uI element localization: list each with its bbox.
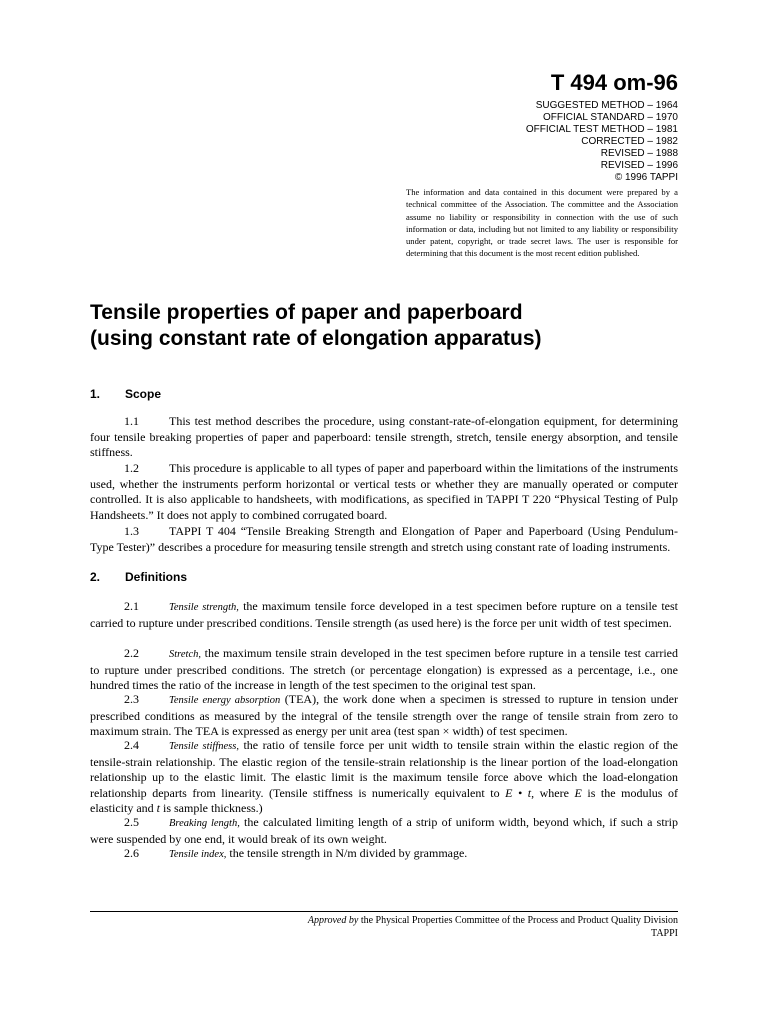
paragraph-2-2 xyxy=(90,646,678,694)
paragraph-number: 1.3 xyxy=(124,524,139,538)
paragraph-text: TAPPI T 404 “Tensile Breaking Strength and Elongation of Paper and Paperboard (Using Pendulum-Type Tester)” describes a procedure for measuring tensile strength and stretch using constant rate of loading instruments. xyxy=(90,524,678,554)
paragraph-text: the ratio of tensile force per unit width to tensile strain within the elastic region of the tensile-strain relationship. The elastic region of the tensile-strain relationship is the linear portion of the load-elongation relationship up to the elastic limit. The elastic limit is the maximum tensile force above which the load-elongation relationship departs from linearity. (Tensile stiffness is numerically equivalent to xyxy=(90,738,678,800)
section-number: 2. xyxy=(90,570,101,584)
defined-term: Tensile index, xyxy=(169,849,227,860)
footer-divider xyxy=(90,911,678,912)
paragraph-text: is the modulus of elasticity and xyxy=(90,785,678,816)
paragraph-number: 2.4 xyxy=(124,738,139,752)
paragraph-text: This test method describes the procedure, using constant-rate-of-elongation equipment, for determining four tensile breaking properties of paper and paperboard: tensile strength, stretch, tensile energy absorption, and tensile stiffness. xyxy=(90,414,678,460)
defined-term: Stretch, xyxy=(169,649,201,660)
disclaimer-text: The information and data contained in this document were prepared by a technical committee of the Association. The committee and the Association assume no liability or responsibility in connection with the use of such information or data, including but not limited to any liability or responsibility under patent, copyright, or trade secret laws. The user is responsible for determining that this document is the most recent edition published. xyxy=(406,187,678,259)
section-heading-scope xyxy=(90,387,161,401)
history-line: REVISED – 1996 xyxy=(600,160,678,171)
paragraph-number: 2.2 xyxy=(124,646,139,660)
paragraph-text: the tensile strength in N/m divided by grammage. xyxy=(226,846,468,860)
defined-term: Tensile energy absorption xyxy=(169,695,281,706)
formula-symbol: E xyxy=(574,785,582,800)
footer-approval-line xyxy=(308,914,678,927)
paragraph-number: 1.1 xyxy=(124,414,139,428)
paragraph-2-4 xyxy=(90,738,678,817)
footer-organization: TAPPI xyxy=(651,928,678,939)
paragraph-text: This procedure is applicable to all types of paper and paperboard within the limitations of the instruments used, whether the instruments perform horizontal or vertical tests or whether they are manually operated or computer controlled. It is also applicable to handsheets, with modifications, as specified in TAPPI T 220 “Physical Testing of Pulp Handsheets.” It does not apply to combined corrugated board. xyxy=(90,461,678,522)
title-line-2: (using constant rate of elongation apparatus) xyxy=(90,327,542,350)
paragraph-text: the maximum tensile strain developed in the test specimen before rupture in a tensile test carried to rupture under prescribed conditions. The stretch (or percentage elongation) is expressed as a percentage, i.e., one hundred times the ratio of the increase in length of the test specimen to the original test span. xyxy=(90,646,678,693)
history-line: SUGGESTED METHOD – 1964 xyxy=(535,100,678,111)
section-heading-definitions xyxy=(90,570,187,584)
paragraph-number: 2.3 xyxy=(124,692,139,706)
paragraph-1-2 xyxy=(90,461,678,523)
formula-symbol: E • t xyxy=(505,785,532,800)
history-line: OFFICIAL STANDARD – 1970 xyxy=(542,112,678,123)
footer-approval-text: the Physical Properties Committee of the Process and Product Quality Division xyxy=(358,915,678,926)
paragraph-1-3 xyxy=(90,524,678,555)
paragraph-2-3 xyxy=(90,692,678,740)
history-line: CORRECTED – 1982 xyxy=(581,136,678,147)
document-header xyxy=(526,70,678,184)
page-footer xyxy=(308,914,678,940)
paragraph-2-1 xyxy=(90,599,678,631)
title-line-1: Tensile properties of paper and paperboard xyxy=(90,301,523,324)
defined-term: Tensile strength, xyxy=(169,602,239,613)
section-number: 1. xyxy=(90,387,101,401)
defined-term: Breaking length, xyxy=(169,818,240,829)
paragraph-number: 1.2 xyxy=(124,461,139,475)
document-number: T 494 om-96 xyxy=(550,70,678,95)
defined-term: Tensile stiffness, xyxy=(169,741,239,752)
paragraph-text: the calculated limiting length of a strip of uniform width, beyond which, if such a strip were suspended by one end, it would break of its own weight. xyxy=(90,815,679,846)
paragraph-number: 2.6 xyxy=(124,846,139,860)
history-line: OFFICIAL TEST METHOD – 1981 xyxy=(525,124,678,135)
formula-symbol: t xyxy=(156,801,160,816)
section-title: Definitions xyxy=(125,570,187,584)
history-line: REVISED – 1988 xyxy=(600,148,678,159)
paragraph-2-5 xyxy=(90,815,678,847)
section-title: Scope xyxy=(125,387,162,401)
paragraph-number: 2.5 xyxy=(124,815,139,829)
document-title xyxy=(90,300,690,352)
footer-approved-by: Approved by xyxy=(307,915,359,926)
copyright-line: © 1996 TAPPI xyxy=(614,172,678,183)
paragraph-text: (TEA), the work done when a specimen is stressed to rupture in tension under prescribed conditions as measured by the integral of the tensile strength over the range of tensile strain from zero to maximum strain. The TEA is expressed as energy per unit area (test span × width) of test specimen. xyxy=(90,692,678,739)
paragraph-2-6 xyxy=(90,846,678,863)
paragraph-text: is sample thickness.) xyxy=(160,801,263,816)
paragraph-text: the maximum tensile force developed in a test specimen before rupture on a tensile test carried to rupture under prescribed conditions. Tensile strength (as used here) is the force per unit width of test specimen. xyxy=(90,599,678,630)
paragraph-number: 2.1 xyxy=(124,599,139,613)
paragraph-1-1 xyxy=(90,414,678,461)
paragraph-text: , where xyxy=(531,785,575,800)
